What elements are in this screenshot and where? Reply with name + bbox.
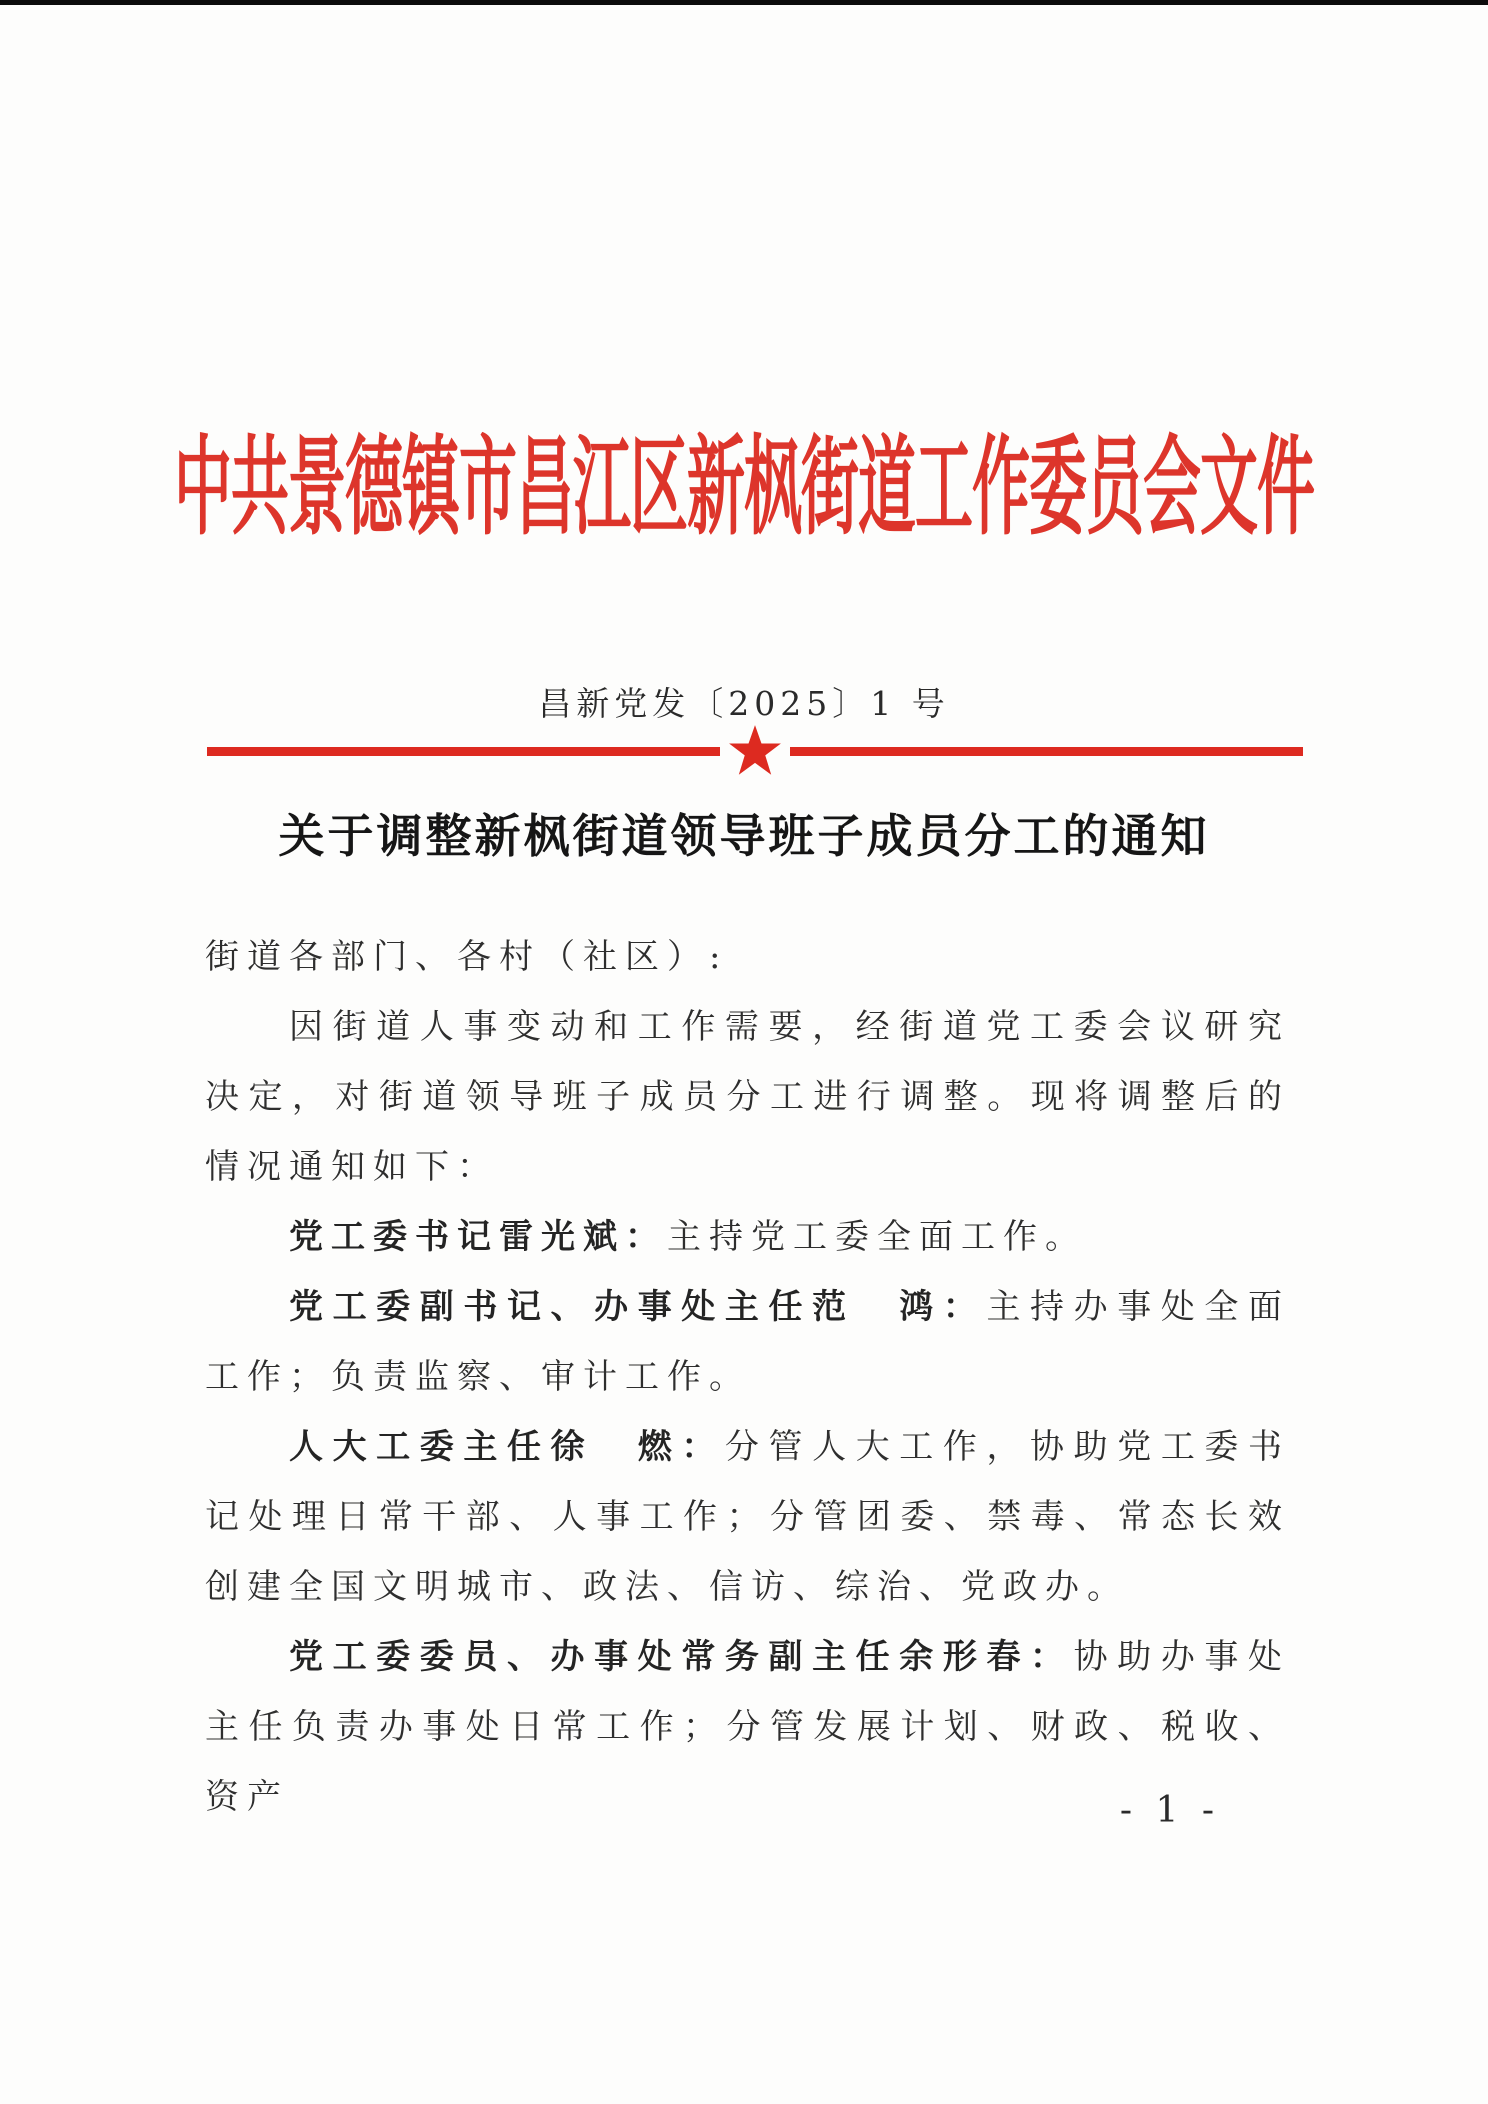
red-header-title: 中共景德镇市昌江区新枫街道工作委员会文件 [173,424,1314,550]
body-paragraph: 因街道人事变动和工作需要，经街道党工委会议研究决定，对街道领导班子成员分工进行调整。现将调整后的情况通知如下： [205,1007,1290,1187]
body-paragraph: 人大工委主任徐 燃：分管人大工作，协助党工委书记处理日常干部、人事工作；分管团委、禁毒、常态长效创建全国文明城市、政法、信访、综治、党政办。 [205,1427,1291,1607]
body-paragraph: 街道各部门、各村（社区）: [205,937,729,977]
body-paragraph: 党工委副书记、办事处主任范 鸿：主持办事处全面工作；负责监察、审计工作。 [205,1287,1290,1397]
role-assignment-lead: 党工委委员、办事处常务副主任余形春： [289,1637,1074,1677]
body-paragraphs [205,922,1290,1832]
role-assignment-lead: 党工委副书记、办事处主任范 鸿： [289,1287,987,1327]
body-paragraph: 党工委书记雷光斌：主持党工委全面工作。 [289,1217,1087,1257]
red-divider-rule [207,722,1303,780]
red-rule-left-segment [207,747,720,756]
role-assignment-lead: 人大工委主任徐 燃： [289,1427,725,1467]
document-title: 关于调整新枫街道领导班子成员分工的通知 [278,809,1210,863]
body-paragraph: 党工委委员、办事处常务副主任余形春：协助办事处主任负责办事处日常工作；分管发展计划、财政、税收、资产 [205,1637,1291,1817]
role-assignment-lead: 党工委书记雷光斌： [289,1217,667,1257]
page-number: - 1 - [1119,1790,1220,1831]
red-rule-right-segment [790,747,1303,756]
red-star-icon [728,722,782,780]
scan-edge-artifact [0,0,1488,5]
document-number: 昌新党发〔2025〕1 号 [538,684,950,723]
